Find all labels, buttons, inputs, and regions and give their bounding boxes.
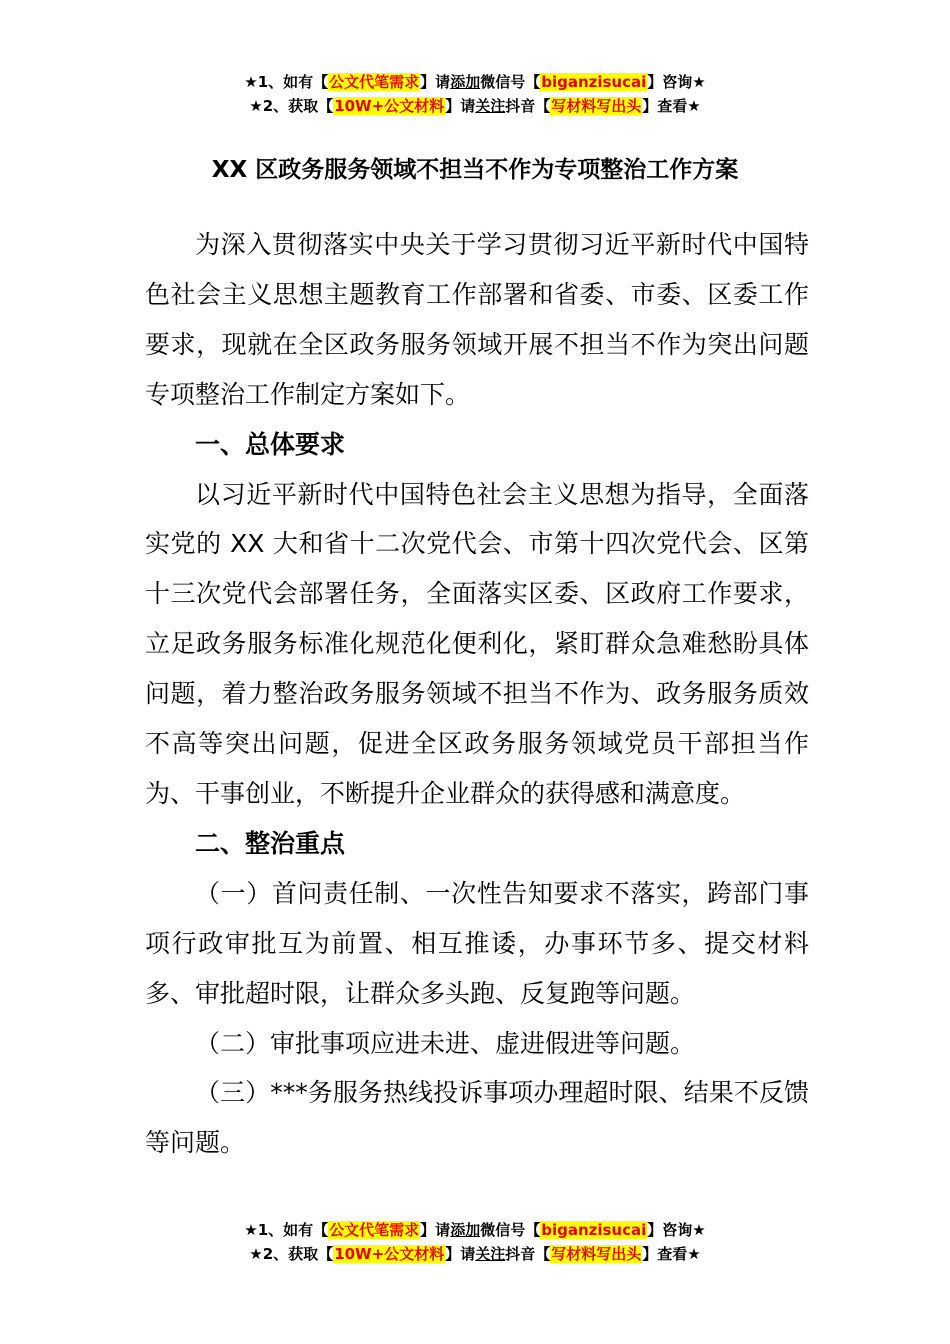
banner-line-1 <box>0 1218 950 1242</box>
banner-highlight: 公文代笔需求 <box>329 73 420 91</box>
banner-underline: 关注 <box>475 97 506 115</box>
banner-text: ★1、如有【 <box>244 1221 329 1239</box>
banner-highlight: 10W+公文材料 <box>334 97 445 115</box>
paragraph: （一）首问责任制、一次性告知要求不落实，跨部门事项行政审批互为前置、相互推诿，办事环节多、提交材料多、审批超时限，让群众多头跑、反复跑等问题。 <box>145 878 809 1008</box>
banner-line-2 <box>0 1242 950 1266</box>
banner-text: 微信号【 <box>480 73 541 91</box>
banner-text: ★1、如有【 <box>244 73 329 91</box>
banner-text: 】请 <box>445 97 476 115</box>
banner-underline: 添加 <box>450 1221 481 1239</box>
banner-text: 抖音【 <box>505 1245 551 1263</box>
banner-text: 】查看★ <box>642 97 701 115</box>
banner-underline: 关注 <box>475 1245 506 1263</box>
banner-text: 微信号【 <box>480 1221 541 1239</box>
section-heading: 二、整治重点 <box>195 828 346 858</box>
banner-line-2 <box>0 94 950 118</box>
banner-highlight: 写材料写出头 <box>551 1245 642 1263</box>
banner-line-1 <box>0 70 950 94</box>
section-heading: 一、总体要求 <box>195 429 346 459</box>
banner-text: 抖音【 <box>505 97 551 115</box>
document-body <box>145 220 809 1168</box>
banner-highlight: 公文代笔需求 <box>329 1221 420 1239</box>
paragraph: 以习近平新时代中国特色社会主义思想为指导，全面落实党的 XX 大和省十二次党代会、市第十四次党代会、区第十三次党代会部署任务，全面落实区委、区政府工作要求，立足政务服务标准化规范化便利化，紧盯群众急难愁盼具体问题，着力整治政务服务领域不担当不作为、政务服务质效不高等突出问题，促进全区政务服务领域党员干部担当作为、干事创业，不断提升企业群众的获得感和满意度。 <box>145 479 809 808</box>
banner-text: 】请 <box>445 1245 476 1263</box>
top-banner <box>0 70 950 118</box>
banner-text: ★2、获取【 <box>249 97 334 115</box>
banner-text: ★2、获取【 <box>249 1245 334 1263</box>
paragraph: （二）审批事项应进未进、虚进假进等问题。 <box>195 1028 696 1058</box>
paragraph: 为深入贯彻落实中央关于学习贯彻习近平新时代中国特色社会主义思想主题教育工作部署和省委、市委、区委工作要求，现就在全区政务服务领域开展不担当不作为突出问题专项整治工作制定方案如下。 <box>145 230 809 409</box>
banner-highlight: biganzisucai <box>541 1221 647 1239</box>
banner-text: 】请 <box>420 73 451 91</box>
document-title: XX 区政务服务领域不担当不作为专项整治工作方案 <box>211 157 739 183</box>
bottom-banner <box>0 1218 950 1266</box>
banner-underline: 添加 <box>450 73 481 91</box>
banner-text: 】请 <box>420 1221 451 1239</box>
banner-highlight: biganzisucai <box>541 73 647 91</box>
banner-text: 】咨询★ <box>647 1221 706 1239</box>
banner-text: 】查看★ <box>642 1245 701 1263</box>
banner-highlight: 写材料写出头 <box>551 97 642 115</box>
banner-text: 】咨询★ <box>647 73 706 91</box>
paragraph: （三）***务服务热线投诉事项办理超时限、结果不反馈等问题。 <box>145 1078 809 1158</box>
banner-highlight: 10W+公文材料 <box>334 1245 445 1263</box>
